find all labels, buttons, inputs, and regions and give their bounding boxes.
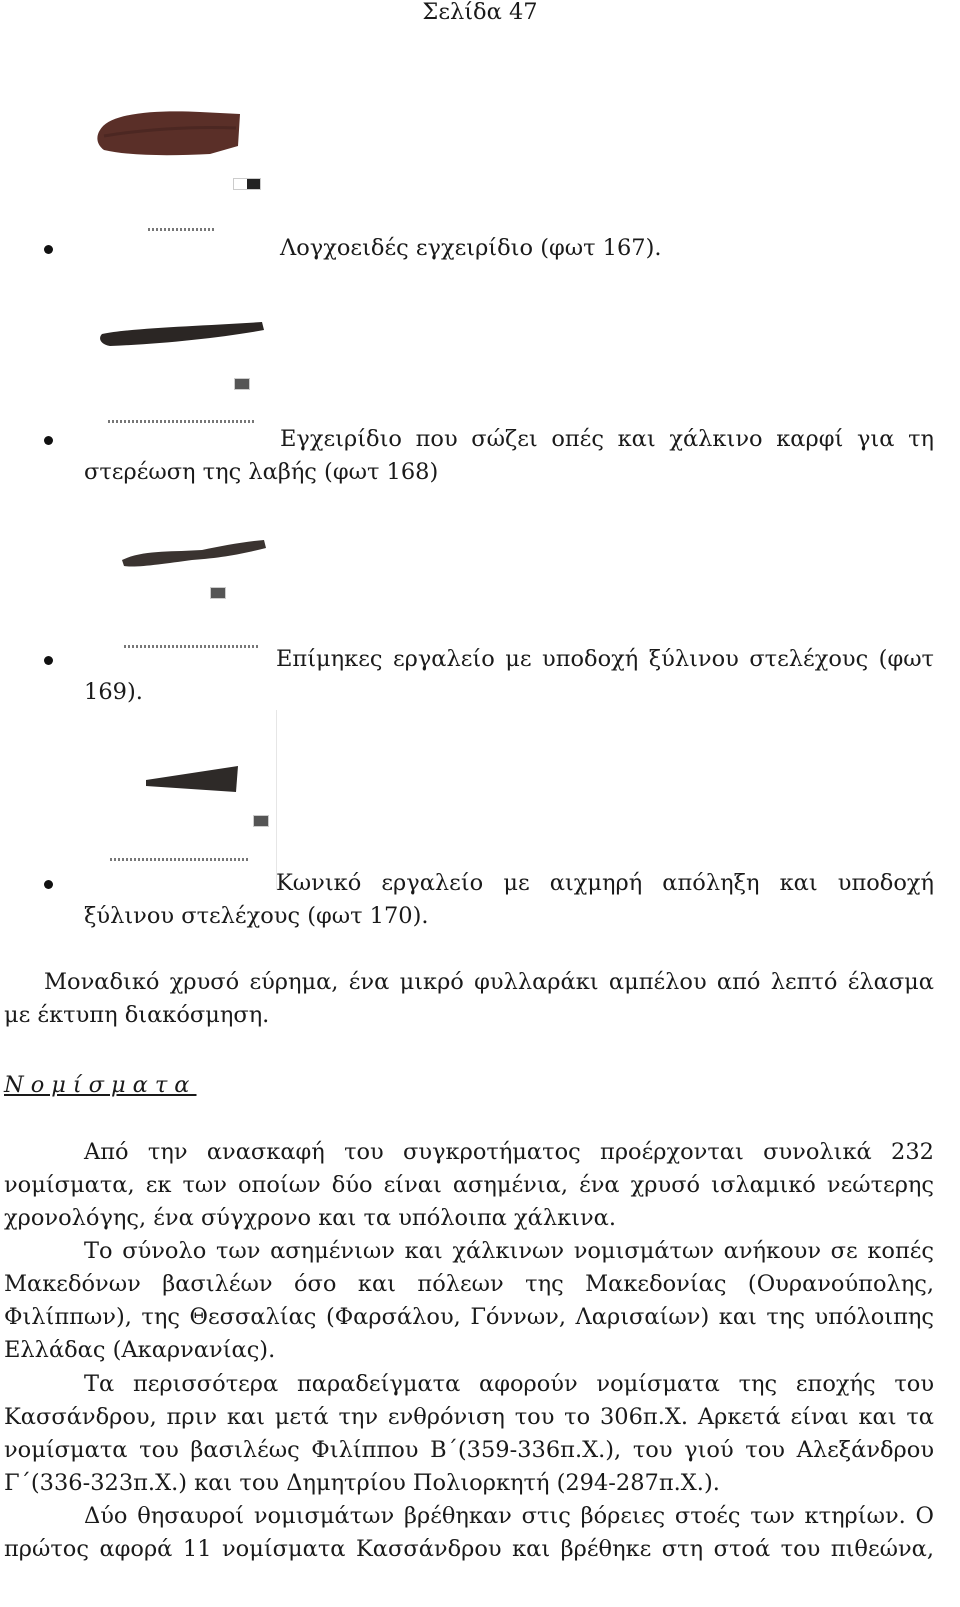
paragraph-line: Κασσάνδρου, πριν και μετά την ενθρόνιση του το 306π.Χ. Αρκετά είναι και τα [4,1404,934,1430]
artifact-caption-line1: Επίμηκες εργαλείο με υποδοχή ξύλινου στελέχους (φωτ [276,646,934,672]
artifact-caption-line1: Εγχειρίδιο που σώζει οπές και χάλκινο καρφί για τη [280,426,934,452]
paragraph-line: Το σύνολο των ασημένιων και χάλκινων νομισμάτων ανήκουν σε κοπές [84,1238,934,1264]
paragraph-line: Μακεδόνων βασιλέων όσο και πόλεων της Μακεδονίας (Ουρανούπολης, [4,1271,934,1297]
scale-bar-icon [234,378,250,390]
scale-bar-icon [253,815,269,827]
photo-label [108,420,256,423]
artifact-caption-line2: στερέωση της λαβής (φωτ 168) [84,459,439,485]
gold-find-line1: Μοναδικό χρυσό εύρημα, ένα μικρό φυλλαράκι αμπέλου από λεπτό έλασμα [44,969,934,995]
paragraph-line: χρονολόγης, ένα σύγχρονο και τα υπόλοιπα χάλκινα. [4,1205,617,1231]
paragraph-line: Από την ανασκαφή του συγκροτήματος προέρχονται συνολικά 232 [84,1139,934,1165]
elongated-tool-image [112,528,282,578]
bullet-icon [44,880,53,889]
conical-tool-image [84,710,276,890]
bullet-icon [44,656,53,665]
bullet-icon [44,436,53,445]
artifact-photo-170 [84,710,277,890]
scale-bar-icon [210,587,226,599]
paragraph-line: Ελλάδας (Ακαρνανίας). [4,1337,276,1363]
artifact-photo-169 [112,528,282,578]
artifact-photo-168 [90,312,280,372]
gold-find-line2: με έκτυπη διακόσμηση. [4,1002,270,1028]
section-heading: Νομίσματα [4,1072,197,1098]
paragraph-line: Γ΄(336-323π.Χ.) και του Δημητρίου Πολιορκητή (294-287π.Χ.). [4,1470,720,1496]
artifact-caption-line2: ξύλινου στελέχους (φωτ 170). [84,903,429,929]
artifact-photo-167 [90,96,280,236]
paragraph-line: νομίσματα του βασιλέως Φιλίππου Β΄(359-336π.Χ.), του γιού του Αλεξάνδρου [4,1437,934,1463]
artifact-caption-line2: 169). [84,679,143,705]
dagger-with-rivet-image [90,312,280,372]
paragraph-line: Δύο θησαυροί νομισμάτων βρέθηκαν στις βόρειες στοές των κτηρίων. Ο [84,1503,934,1529]
scale-bar-icon [233,178,261,190]
paragraph-line: Τα περισσότερα παραδείγματα αφορούν νομίσματα της εποχής του [84,1371,934,1397]
dagger-image [90,96,280,236]
artifact-caption-line1: Κωνικό εργαλείο με αιχμηρή απόληξη και υποδοχή [276,870,934,896]
page-header: Σελίδα 47 [422,0,538,25]
paragraph-line: πρώτος αφορά 11 νομίσματα Κασσάνδρου και βρέθηκε στη στοά του πιθεώνα, [4,1536,934,1562]
photo-label [148,228,216,231]
photo-label [124,645,260,648]
artifact-caption: Λογχοειδές εγχειρίδιο (φωτ 167). [280,235,662,261]
paragraph-line: νομίσματα, εκ των οποίων δύο είναι ασημένια, ένα χρυσό ισλαμικό νεώτερης [4,1172,934,1198]
paragraph-line: Φιλίππων), της Θεσσαλίας (Φαρσάλου, Γόννων, Λαρισαίων) και της υπόλοιπης [4,1304,934,1330]
bullet-icon [44,245,53,254]
photo-label [110,858,250,861]
